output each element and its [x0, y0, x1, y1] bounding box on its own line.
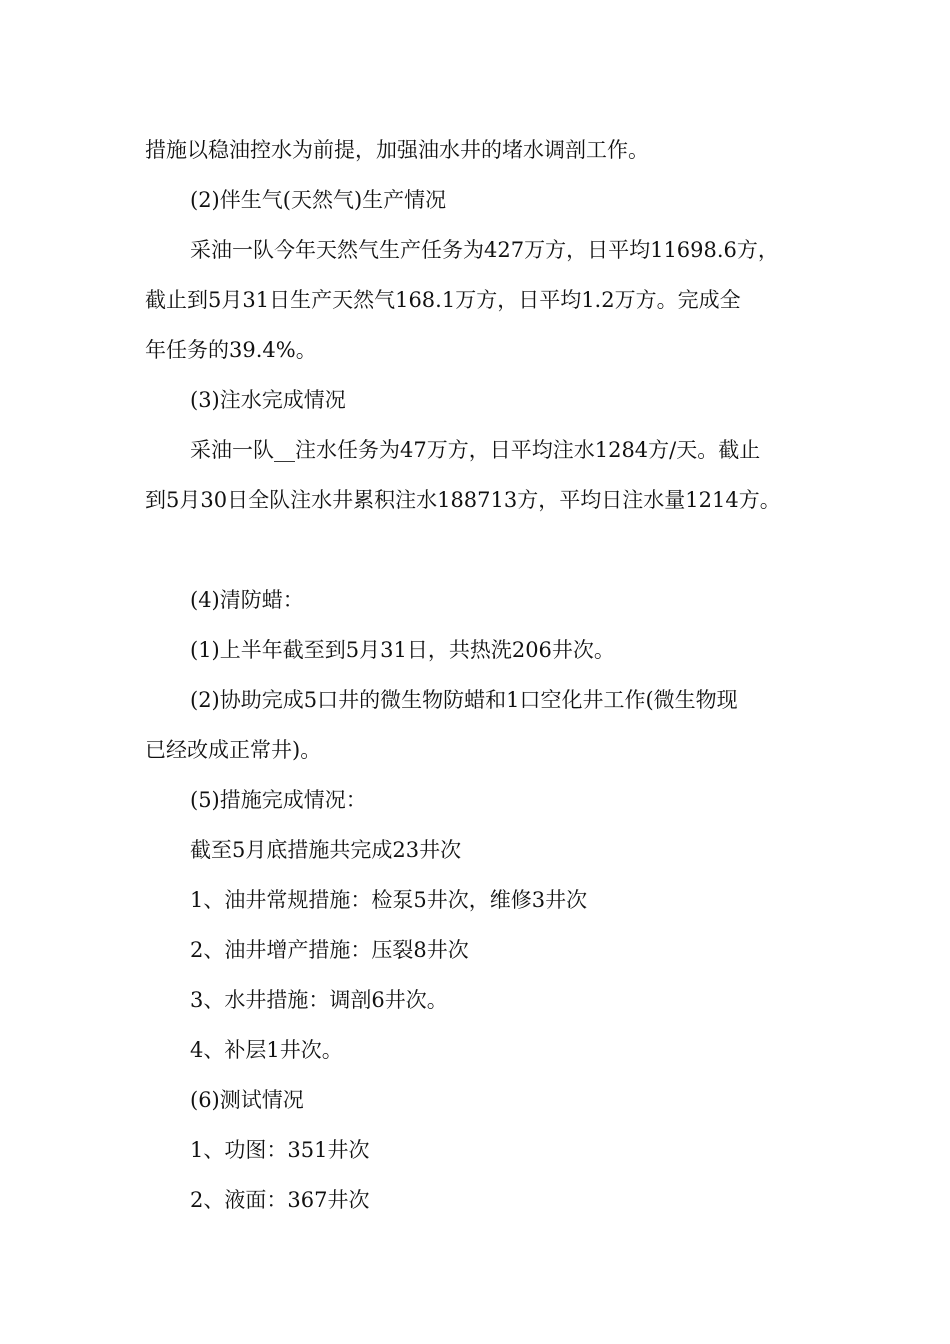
- list-item: 1、功图：351井次: [190, 1138, 370, 1162]
- paragraph-line: 采油一队__注水任务为47万方，日平均注水1284方/天。截止: [190, 438, 761, 462]
- list-item: 4、补层1井次。: [190, 1038, 343, 1062]
- paragraph-line: 年任务的39.4%。: [145, 338, 317, 362]
- paragraph-line: 截止到5月31日生产天然气168.1万方，日平均1.2万方。完成全: [145, 288, 741, 312]
- paragraph-line: 采油一队今年天然气生产任务为427万方，日平均11698.6方，: [190, 238, 779, 262]
- list-item: 2、液面：367井次: [190, 1188, 370, 1212]
- section-heading: (3)注水完成情况: [190, 388, 346, 412]
- list-item: 2、油井增产措施：压裂8井次: [190, 938, 469, 962]
- paragraph-line: 到5月30日全队注水井累积注水188713方，平均日注水量1214方。: [145, 488, 781, 512]
- list-item: 1、油井常规措施：检泵5井次，维修3井次: [190, 888, 588, 912]
- list-item: (2)协助完成5口井的微生物防蜡和1口空化井工作(微生物现: [190, 688, 738, 712]
- paragraph-line: 已经改成正常井)。: [145, 738, 322, 762]
- section-heading: (2)伴生气(天然气)生产情况: [190, 188, 447, 212]
- section-heading: (6)测试情况: [190, 1088, 304, 1112]
- section-heading: (5)措施完成情况：: [190, 788, 367, 812]
- paragraph-line: 截至5月底措施共完成23井次: [190, 838, 462, 862]
- section-heading: (4)清防蜡：: [190, 588, 304, 612]
- list-item: (1)上半年截至到5月31日，共热洗206井次。: [190, 638, 615, 662]
- list-item: 3、水井措施：调剖6井次。: [190, 988, 448, 1012]
- paragraph-line: 措施以稳油控水为前提，加强油水井的堵水调剖工作。: [145, 138, 649, 162]
